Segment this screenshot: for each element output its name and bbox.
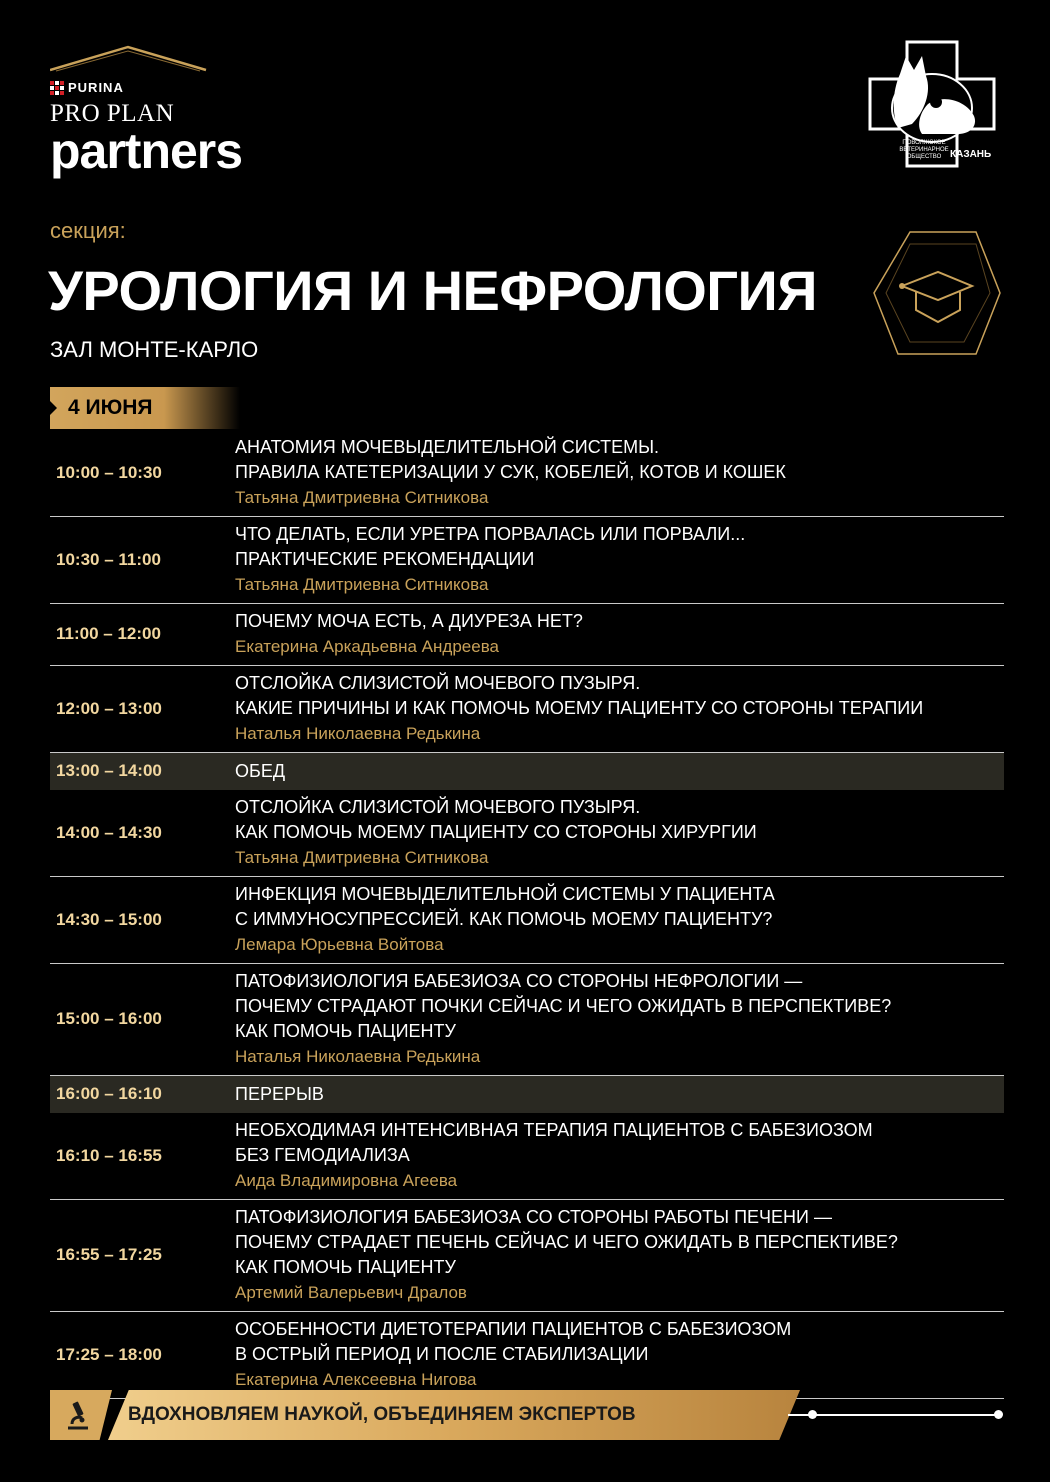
session-title-line: ПРАВИЛА КАТЕТЕРИЗАЦИИ У СУК, КОБЕЛЕЙ, КОТОВ И КОШЕК — [235, 462, 786, 482]
session-speaker: Аида Владимировна Агеева — [235, 1171, 458, 1190]
emblem-city: КАЗАНЬ — [950, 149, 992, 160]
graduation-cap-hexagon-icon — [872, 230, 1002, 356]
session-title-line: ПЕРЕРЫВ — [235, 1084, 324, 1104]
session-speaker: Екатерина Алексеевна Нигова — [235, 1370, 477, 1389]
session-title-line: ОТСЛОЙКА СЛИЗИСТОЙ МОЧЕВОГО ПУЗЫРЯ. — [235, 673, 641, 693]
emblem-org-name: ПОВОЛЖСКОЕ ВЕТЕРИНАРНОЕ ОБЩЕСТВО — [899, 140, 949, 160]
session-title-line: ПРАКТИЧЕСКИЕ РЕКОМЕНДАЦИИ — [235, 549, 535, 569]
session-time: 12:00 – 13:00 — [56, 698, 162, 718]
session-time: 14:30 – 15:00 — [56, 909, 162, 929]
session-title-line: ОБЕД — [235, 761, 286, 781]
purina-checkerboard-icon — [50, 81, 64, 95]
section-title: УРОЛОГИЯ И НЕФРОЛОГИЯ — [48, 259, 818, 322]
session-content — [235, 969, 891, 1069]
session-title-line: КАК ПОМОЧЬ ПАЦИЕНТУ — [235, 1021, 456, 1041]
session-title-line: С ИММУНОСУПРЕССИЕЙ. КАК ПОМОЧЬ МОЕМУ ПАЦИЕНТУ? — [235, 909, 773, 929]
footer-rule — [788, 1414, 1000, 1416]
session-time: 14:00 – 14:30 — [56, 822, 162, 842]
session-row — [50, 1113, 1004, 1200]
break-row — [50, 1076, 1004, 1113]
date-badge: 4 ИЮНЯ — [50, 387, 240, 429]
session-content — [235, 759, 285, 784]
session-content — [235, 1317, 791, 1392]
vet-society-emblem — [862, 34, 1002, 174]
session-row — [50, 430, 1004, 517]
session-title-line: ОСОБЕННОСТИ ДИЕТОТЕРАПИИ ПАЦИЕНТОВ С БАБЕЗИОЗОМ — [235, 1319, 792, 1339]
break-row — [50, 753, 1004, 790]
session-content — [235, 671, 923, 746]
footer-slogan: ВДОХНОВЛЯЕМ НАУКОЙ, ОБЪЕДИНЯЕМ ЭКСПЕРТОВ — [128, 1404, 636, 1425]
session-speaker: Татьяна Дмитриевна Ситникова — [235, 848, 489, 867]
footer-banner — [50, 1390, 1004, 1440]
session-title-line: БЕЗ ГЕМОДИАЛИЗА — [235, 1145, 410, 1165]
brand-logo — [50, 44, 300, 194]
footer-dot — [994, 1410, 1003, 1419]
session-row — [50, 1312, 1004, 1399]
session-time: 17:25 – 18:00 — [56, 1344, 162, 1364]
session-title-line: ПОЧЕМУ СТРАДАЮТ ПОЧКИ СЕЙЧАС И ЧЕГО ОЖИДАТЬ В ПЕРСПЕКТИВЕ? — [235, 996, 892, 1016]
session-time: 11:00 – 12:00 — [56, 624, 161, 643]
session-speaker: Татьяна Дмитриевна Ситникова — [235, 575, 489, 594]
microscope-icon — [62, 1400, 94, 1432]
session-content — [235, 795, 757, 870]
session-time: 10:30 – 11:00 — [56, 549, 161, 569]
session-title-line: В ОСТРЫЙ ПЕРИОД И ПОСЛЕ СТАБИЛИЗАЦИИ — [235, 1344, 649, 1364]
session-title-line: ОТСЛОЙКА СЛИЗИСТОЙ МОЧЕВОГО ПУЗЫРЯ. — [235, 797, 641, 817]
session-time: 13:00 – 14:00 — [56, 760, 162, 780]
partners-wordmark: partners — [50, 123, 243, 179]
session-title-line: ПАТОФИЗИОЛОГИЯ БАБЕЗИОЗА СО СТОРОНЫ РАБОТЫ ПЕЧЕНИ — — [235, 1207, 832, 1227]
session-time: 16:10 – 16:55 — [56, 1145, 162, 1165]
session-speaker: Лемара Юрьевна Войтова — [235, 935, 444, 954]
session-content — [235, 609, 583, 659]
footer-dot — [808, 1410, 817, 1419]
roof-icon — [50, 44, 210, 74]
session-row — [50, 1200, 1004, 1312]
section-label: секция: — [50, 218, 126, 243]
session-speaker: Наталья Николаевна Редькина — [235, 724, 481, 743]
session-content — [235, 1118, 873, 1193]
session-title-line: ЧТО ДЕЛАТЬ, ЕСЛИ УРЕТРА ПОРВАЛАСЬ ИЛИ ПОРВАЛИ... — [235, 524, 746, 544]
session-row — [50, 877, 1004, 964]
session-content — [235, 1082, 324, 1107]
session-content — [235, 882, 775, 957]
session-time: 16:55 – 17:25 — [56, 1245, 162, 1264]
purina-wordmark: PURINA — [68, 80, 124, 95]
session-time: 15:00 – 16:00 — [56, 1009, 162, 1028]
session-title-line: НЕОБХОДИМАЯ ИНТЕНСИВНАЯ ТЕРАПИЯ ПАЦИЕНТОВ С БАБЕЗИОЗОМ — [235, 1120, 873, 1140]
session-content — [235, 1205, 898, 1305]
session-title-line: АНАТОМИЯ МОЧЕВЫДЕЛИТЕЛЬНОЙ СИСТЕМЫ. — [235, 437, 660, 457]
proplan-wordmark: PRO PLAN — [50, 100, 175, 127]
session-row — [50, 964, 1004, 1076]
session-row — [50, 604, 1004, 666]
session-speaker: Наталья Николаевна Редькина — [235, 1047, 481, 1066]
session-speaker: Артемий Валерьевич Дралов — [235, 1283, 467, 1302]
session-row — [50, 666, 1004, 753]
session-time: 10:00 – 10:30 — [56, 462, 162, 482]
session-title-line: КАКИЕ ПРИЧИНЫ И КАК ПОМОЧЬ МОЕМУ ПАЦИЕНТУ СО СТОРОНЫ ТЕРАПИИ — [235, 698, 924, 718]
session-title-line: ПОЧЕМУ СТРАДАЕТ ПЕЧЕНЬ СЕЙЧАС И ЧЕГО ОЖИДАТЬ В ПЕРСПЕКТИВЕ? — [235, 1232, 898, 1252]
session-title-line: ПОЧЕМУ МОЧА ЕСТЬ, А ДИУРЕЗА НЕТ? — [235, 611, 583, 631]
session-content — [235, 435, 786, 510]
session-title-line: КАК ПОМОЧЬ МОЕМУ ПАЦИЕНТУ СО СТОРОНЫ ХИРУРГИИ — [235, 822, 757, 842]
session-speaker: Екатерина Аркадьевна Андреева — [235, 637, 499, 656]
session-row — [50, 790, 1004, 877]
session-row — [50, 517, 1004, 604]
session-title-line: КАК ПОМОЧЬ ПАЦИЕНТУ — [235, 1257, 456, 1277]
session-title-line: ИНФЕКЦИЯ МОЧЕВЫДЕЛИТЕЛЬНОЙ СИСТЕМЫ У ПАЦИЕНТА — [235, 884, 775, 904]
session-content — [235, 522, 745, 597]
session-title-line: ПАТОФИЗИОЛОГИЯ БАБЕЗИОЗА СО СТОРОНЫ НЕФРОЛОГИИ — — [235, 971, 803, 991]
session-speaker: Татьяна Дмитриевна Ситникова — [235, 488, 489, 507]
hall-name: ЗАЛ МОНТЕ-КАРЛО — [50, 337, 259, 362]
session-time: 16:00 – 16:10 — [56, 1083, 162, 1103]
